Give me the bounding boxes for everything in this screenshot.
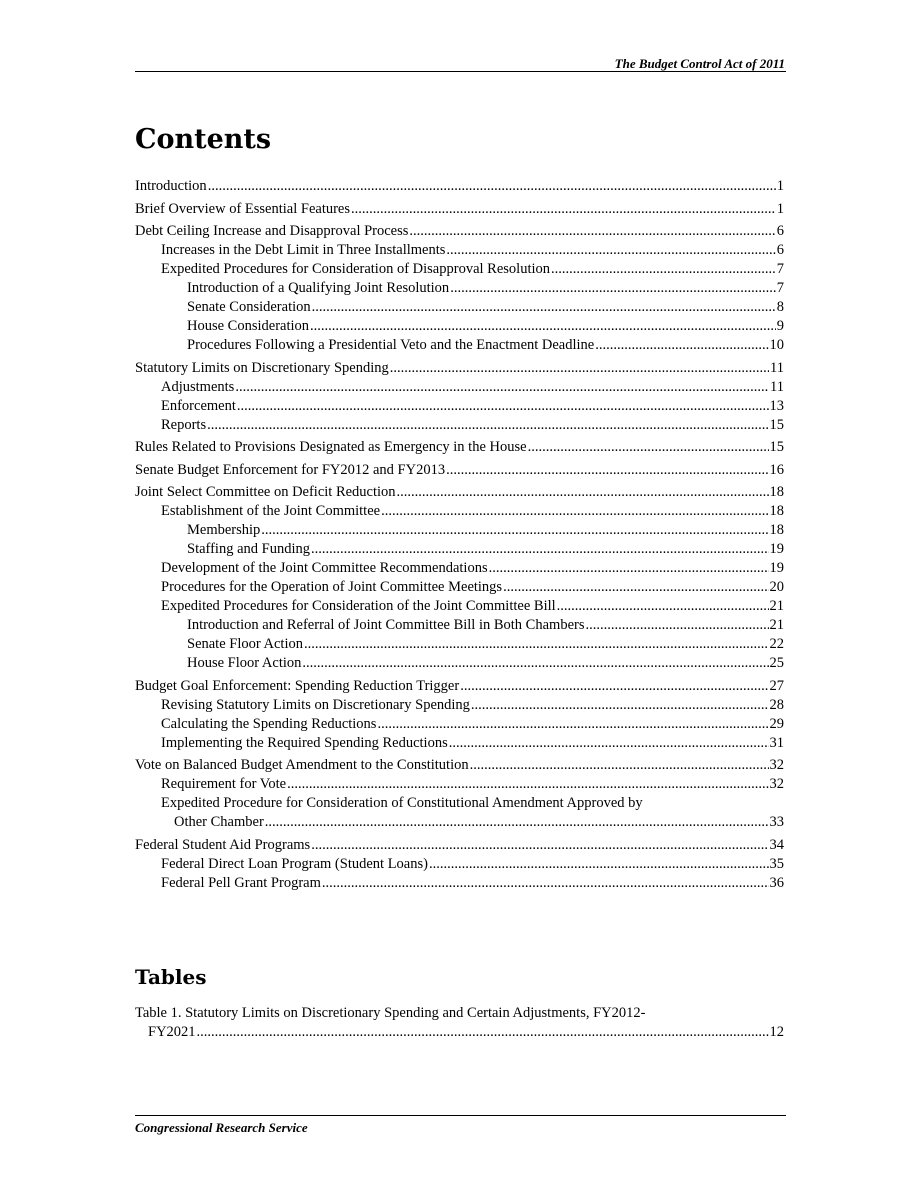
toc-page-number: 31 — [769, 734, 784, 751]
toc-entry[interactable] — [135, 177, 784, 196]
toc-page-number: 18 — [769, 484, 784, 500]
toc-entry[interactable] — [135, 756, 784, 775]
toc-entry-label-continued: FY2021 — [148, 1024, 196, 1040]
toc-entry-label: Introduction — [135, 178, 207, 194]
dot-leader — [390, 359, 769, 378]
toc-page-number: 16 — [769, 461, 784, 478]
toc-entry[interactable] — [135, 836, 784, 855]
running-header-title: The Budget Control Act of 2011 — [614, 56, 785, 71]
dot-leader — [446, 241, 775, 260]
toc-page-number: 32 — [769, 776, 784, 792]
toc-entry[interactable] — [135, 559, 784, 578]
toc-page-number: 7 — [776, 261, 784, 277]
toc-entry-label-continued: Other Chamber — [174, 814, 264, 830]
toc-page-number: 25 — [769, 655, 784, 671]
toc-entry[interactable] — [135, 616, 784, 635]
footer-rule — [135, 1115, 786, 1116]
toc-entry-label: Debt Ceiling Increase and Disapproval Process — [135, 223, 409, 239]
toc-page-number: 6 — [776, 242, 784, 258]
toc-entry[interactable] — [135, 260, 784, 279]
toc-page-number: 20 — [769, 579, 784, 595]
toc-entry-label: Procedures Following a Presidential Veto and the Enactment Deadline — [187, 337, 595, 353]
toc-entry-label: Requirement for Vote — [161, 776, 287, 792]
toc-page-number: 35 — [769, 855, 784, 872]
toc-entry-label: Enforcement — [161, 397, 236, 414]
toc-entry-label: Establishment of the Joint Committee — [161, 503, 381, 519]
toc-entry[interactable] — [135, 794, 784, 832]
toc-entry-label: Table 1. Statutory Limits on Discretionary Spending and Certain Adjustments, FY2012- — [135, 1005, 646, 1021]
toc-entry-label: Senate Floor Action — [187, 636, 303, 652]
dot-leader — [551, 260, 776, 279]
toc-entry-label: Procedures for the Operation of Joint Committee Meetings — [161, 579, 503, 595]
dot-leader — [449, 734, 769, 753]
dot-leader — [585, 616, 768, 635]
dot-leader — [489, 559, 769, 578]
dot-leader — [470, 756, 769, 775]
dot-leader — [310, 317, 776, 336]
toc-entry[interactable] — [135, 734, 784, 753]
header-rule — [135, 71, 786, 72]
toc-entry-label: Joint Select Committee on Deficit Reduction — [135, 484, 396, 500]
toc-entry[interactable] — [135, 874, 784, 893]
toc-entry[interactable] — [135, 597, 784, 616]
contents-heading: Contents — [135, 124, 272, 155]
toc-entry[interactable] — [135, 483, 784, 502]
toc-entry[interactable] — [135, 578, 784, 597]
toc-entry-label: House Floor Action — [187, 655, 302, 671]
toc-entry[interactable] — [135, 241, 784, 260]
toc-page-number: 21 — [769, 598, 784, 614]
toc-entry-label: Implementing the Required Spending Reductions — [161, 734, 448, 751]
dot-leader — [311, 836, 768, 855]
dot-leader — [235, 378, 769, 397]
toc-entry-label: Vote on Balanced Budget Amendment to the Constitution — [135, 757, 469, 773]
toc-page-number: 9 — [776, 318, 784, 334]
toc-entry[interactable] — [135, 654, 784, 673]
toc-entry-label: House Consideration — [187, 318, 310, 334]
toc-entry-label: Federal Pell Grant Program — [161, 874, 321, 891]
dot-leader — [528, 438, 769, 457]
toc-entry-label: Senate Budget Enforcement for FY2012 and FY2013 — [135, 461, 446, 478]
toc-page-number: 33 — [769, 814, 784, 830]
dot-leader — [207, 416, 768, 435]
dot-leader — [471, 696, 769, 715]
toc-entry-label: Revising Statutory Limits on Discretionary Spending — [161, 696, 470, 713]
toc-entry-label: Federal Student Aid Programs — [135, 836, 311, 853]
toc-entry-label: Development of the Joint Committee Recommendations — [161, 560, 488, 576]
toc-entry-label: Adjustments — [161, 378, 235, 395]
dot-leader — [557, 597, 769, 616]
dot-leader — [351, 200, 776, 219]
toc-page-number: 13 — [769, 397, 784, 414]
toc-page-number: 19 — [769, 560, 784, 576]
toc-entry[interactable] — [135, 715, 784, 734]
toc-entry[interactable] — [135, 438, 784, 457]
toc-page-number: 6 — [776, 223, 784, 239]
table-of-contents — [135, 177, 784, 893]
toc-page-number: 15 — [769, 439, 784, 455]
toc-entry[interactable] — [135, 397, 784, 416]
footer-text: Congressional Research Service — [135, 1120, 308, 1135]
tables-heading: Tables — [135, 965, 207, 989]
toc-entry[interactable] — [135, 855, 784, 874]
dot-leader — [287, 775, 768, 794]
dot-leader — [595, 336, 768, 355]
dot-leader — [429, 855, 769, 874]
dot-leader — [322, 874, 769, 893]
toc-entry-label: Brief Overview of Essential Features — [135, 200, 351, 217]
dot-leader — [197, 1023, 769, 1042]
dot-leader — [312, 298, 776, 317]
toc-page-number: 27 — [769, 677, 784, 694]
toc-entry-label: Expedited Procedure for Consideration of Constitutional Amendment Approved by — [161, 795, 643, 811]
toc-page-number: 34 — [769, 836, 784, 853]
toc-entry[interactable] — [135, 1004, 784, 1042]
dot-leader — [450, 279, 776, 298]
dot-leader — [397, 483, 769, 502]
dot-leader — [503, 578, 768, 597]
toc-entry[interactable] — [135, 775, 784, 794]
dot-leader — [409, 222, 775, 241]
toc-entry-label: Budget Goal Enforcement: Spending Reduction Trigger — [135, 677, 460, 694]
dot-leader — [311, 540, 769, 559]
toc-entry-label: Senate Consideration — [187, 299, 311, 315]
toc-page-number: 28 — [769, 696, 784, 713]
toc-page-number: 18 — [769, 503, 784, 519]
toc-entry[interactable] — [135, 298, 784, 317]
toc-entry[interactable] — [135, 677, 784, 696]
dot-leader — [460, 677, 768, 696]
toc-entry[interactable] — [135, 222, 784, 241]
toc-entry[interactable] — [135, 540, 784, 559]
toc-entry[interactable] — [135, 461, 784, 480]
dot-leader — [304, 635, 769, 654]
toc-page-number: 12 — [769, 1024, 784, 1040]
toc-entry-label: Introduction and Referral of Joint Committee Bill in Both Chambers — [187, 617, 585, 633]
toc-entry[interactable] — [135, 378, 784, 397]
toc-page-number: 8 — [776, 299, 784, 315]
toc-page-number: 10 — [769, 337, 784, 353]
toc-entry[interactable] — [135, 279, 784, 298]
toc-page-number: 22 — [769, 636, 784, 652]
toc-page-number: 19 — [769, 541, 784, 557]
toc-entry-label: Introduction of a Qualifying Joint Resolution — [187, 280, 450, 296]
toc-entry-label: Rules Related to Provisions Designated as Emergency in the House — [135, 439, 527, 455]
toc-entry-label: Expedited Procedures for Consideration of the Joint Committee Bill — [161, 598, 556, 614]
list-of-tables — [135, 1004, 784, 1042]
toc-page-number: 36 — [769, 874, 784, 891]
toc-page-number: 29 — [769, 715, 784, 732]
toc-page-number: 7 — [776, 280, 784, 296]
toc-entry[interactable] — [135, 317, 784, 336]
toc-entry[interactable] — [135, 359, 784, 378]
toc-entry[interactable] — [135, 416, 784, 435]
dot-leader — [237, 397, 769, 416]
dot-leader — [377, 715, 768, 734]
dot-leader — [261, 521, 768, 540]
toc-entry-label: Expedited Procedures for Consideration of Disapproval Resolution — [161, 261, 551, 277]
toc-entry-label: Calculating the Spending Reductions — [161, 715, 377, 732]
toc-entry[interactable] — [135, 521, 784, 540]
toc-page-number: 18 — [769, 522, 784, 538]
toc-page-number: 15 — [769, 416, 784, 433]
dot-leader — [208, 177, 776, 196]
toc-entry[interactable] — [135, 635, 784, 654]
toc-page-number: 21 — [769, 617, 784, 633]
dot-leader — [446, 461, 768, 480]
toc-page-number: 11 — [770, 378, 784, 395]
toc-page-number: 11 — [770, 359, 784, 376]
toc-entry[interactable] — [135, 200, 784, 219]
toc-page-number: 32 — [769, 757, 784, 773]
dot-leader — [381, 502, 768, 521]
toc-entry[interactable] — [135, 336, 784, 355]
toc-entry[interactable] — [135, 696, 784, 715]
toc-page-number: 1 — [776, 178, 784, 194]
dot-leader — [302, 654, 768, 673]
toc-entry-label: Reports — [161, 416, 207, 433]
toc-entry-label: Federal Direct Loan Program (Student Loans) — [161, 855, 428, 872]
toc-entry-label: Membership — [187, 522, 261, 538]
dot-leader — [265, 813, 769, 832]
toc-entry-label: Increases in the Debt Limit in Three Installments — [161, 242, 446, 258]
toc-entry[interactable] — [135, 502, 784, 521]
toc-entry-label: Staffing and Funding — [187, 541, 310, 557]
toc-page-number: 1 — [776, 200, 784, 217]
toc-entry-label: Statutory Limits on Discretionary Spending — [135, 359, 389, 376]
